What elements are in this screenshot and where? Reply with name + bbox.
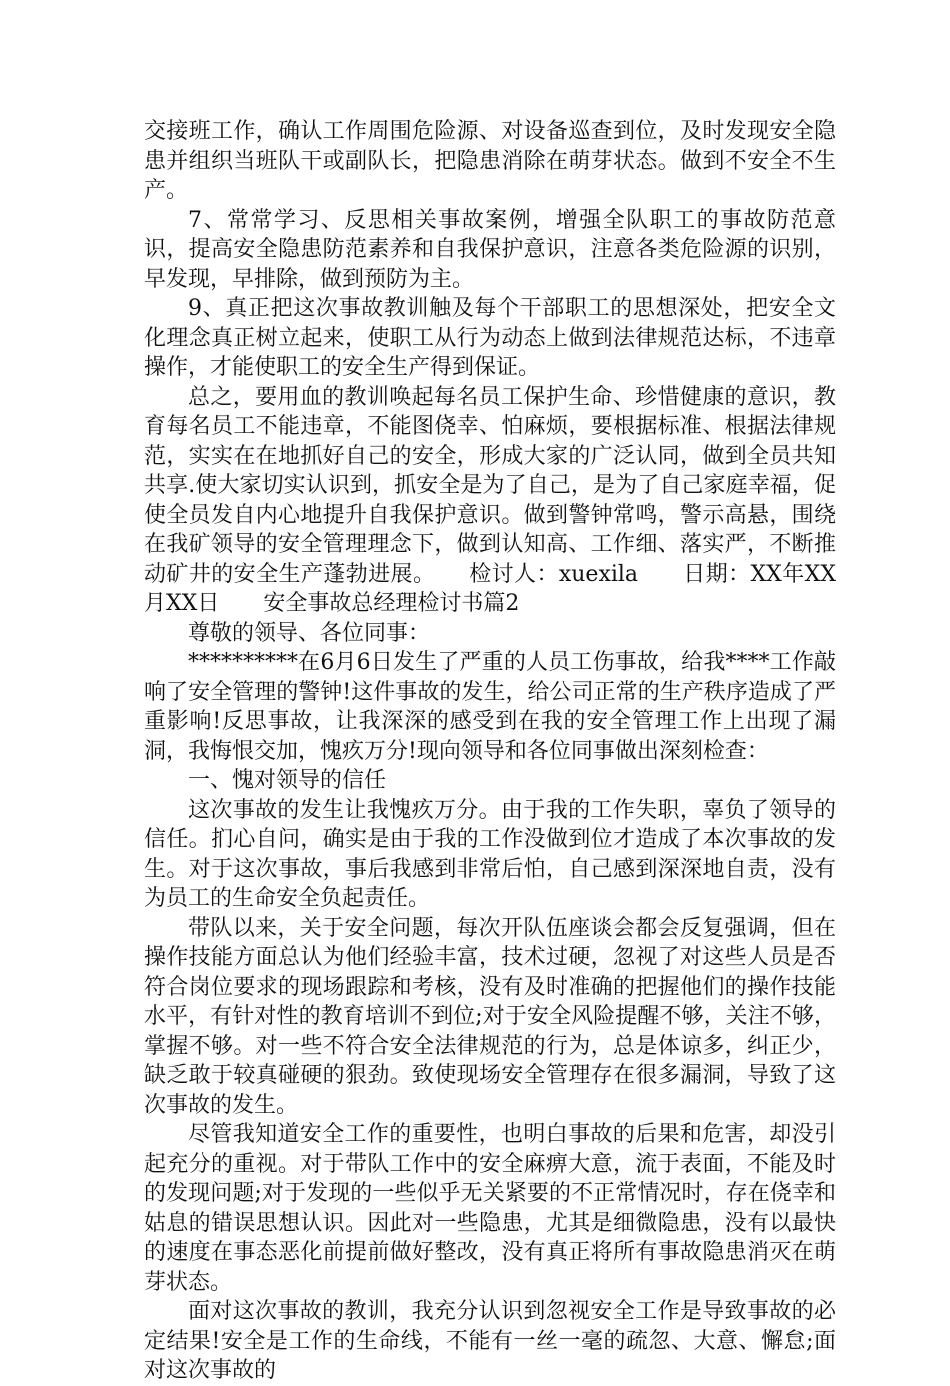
paragraph-shift-handover: 交接班工作，确认工作周围危险源、对设备巡查到位，及时发现安全隐患并组织当班队干或副队长，把隐患消除在萌芽状态。做到不安全不生产。: [144, 119, 836, 203]
paragraph-item-7: 7、常常学习、反思相关事故案例，增强全队职工的事故防范意识，提高安全隐患防范素养和自我保护意识，注意各类危险源的识别，早发现，早排除，做到预防为主。: [144, 207, 836, 292]
salutation: 尊敬的领导、各位同事：: [188, 620, 431, 646]
paragraph-item-9: 9、真正把这次事故教训触及每个干部职工的思想深处，把安全文化理念真正树立起来，使职工从行为动态上做到法律规范达标，不违章操作，才能使职工的安全生产得到保证。: [144, 296, 836, 380]
section-heading-1: 一、愧对领导的信任: [188, 768, 387, 793]
paragraph-team-management: 带队以来，关于安全问题，每次开队伍座谈会都会反复强调，但在操作技能方面总认为他们经验丰富，技术过硬，忽视了对这些人员是否符合岗位要求的现场跟踪和考核，没有及时准确的把握他们的操作技能水平，有针对性的教育培训不到位;对于安全风险提醒不够，关注不够，掌握不够。对一些不符合安全法律规范的行为，总是体谅多，纠正少，缺乏敢于较真碰硬的狠劲。致使现场安全管理存在很多漏洞，导致了这次事故的发生。: [144, 915, 836, 1118]
paragraph-incident-intro: **********在6月6日发生了严重的人员工伤事故，给我****工作敲响了安全管理的警钟!这件事故的发生，给公司正常的生产秩序造成了严重影响!反思事故，让我深深的感受到在我的安全管理工作上出现了漏洞，我悔恨交加，愧疚万分!现向领导和各位同事做出深刻检查：: [144, 650, 836, 764]
paragraph-negligence: 尽管我知道安全工作的重要性，也明白事故的后果和危害，却没引起充分的重视。对于带队工作中的安全麻痹大意，流于表面，不能及时的发现问题;对于发现的一些似乎无关紧要的不正常情况时，存在侥幸和姑息的错误思想认识。因此对一些隐患，尤其是细微隐患，没有以最快的速度在事态恶化前提前做好整改，没有真正将所有事故隐患消灭在萌芽状态。: [144, 1122, 836, 1295]
paragraph-lessons: 面对这次事故的教训，我充分认识到忽视安全工作是导致事故的必定结果!安全是工作的生命线，不能有一丝一毫的疏忽、大意、懈怠;面对这次事故的: [144, 1299, 836, 1383]
paragraph-summary-and-signature: 总之，要用血的教训唤起每名员工保护生命、珍惜健康的意识，教育每名员工不能违章，不能图侥幸、怕麻烦，要根据标准、根据法律规范，实实在在地抓好自己的安全，形成大家的广泛认同，做到全员共知共享.使大家切实认识到，抓安全是为了自己，是为了自己家庭幸福，促使全员发自内心地提升自我保护意识。做到警钟常鸣，警示高悬，围绕在我矿领导的安全管理理念下，做到认知高、工作细、落实严，不断推动矿井的安全生产蓬勃进展。 检讨人：xuexila 日期：XX年XX月XX日 安全事故总经理检讨书篇2: [144, 384, 836, 616]
paragraph-guilt: 这次事故的发生让我愧疚万分。由于我的工作失职，辜负了领导的信任。扪心自问，确实是由于我的工作没做到位才造成了本次事故的发生。对于这次事故，事后我感到非常后怕，自己感到深深地自责，没有为员工的生命安全负起责任。: [144, 797, 836, 911]
document-body: [144, 117, 836, 1386]
